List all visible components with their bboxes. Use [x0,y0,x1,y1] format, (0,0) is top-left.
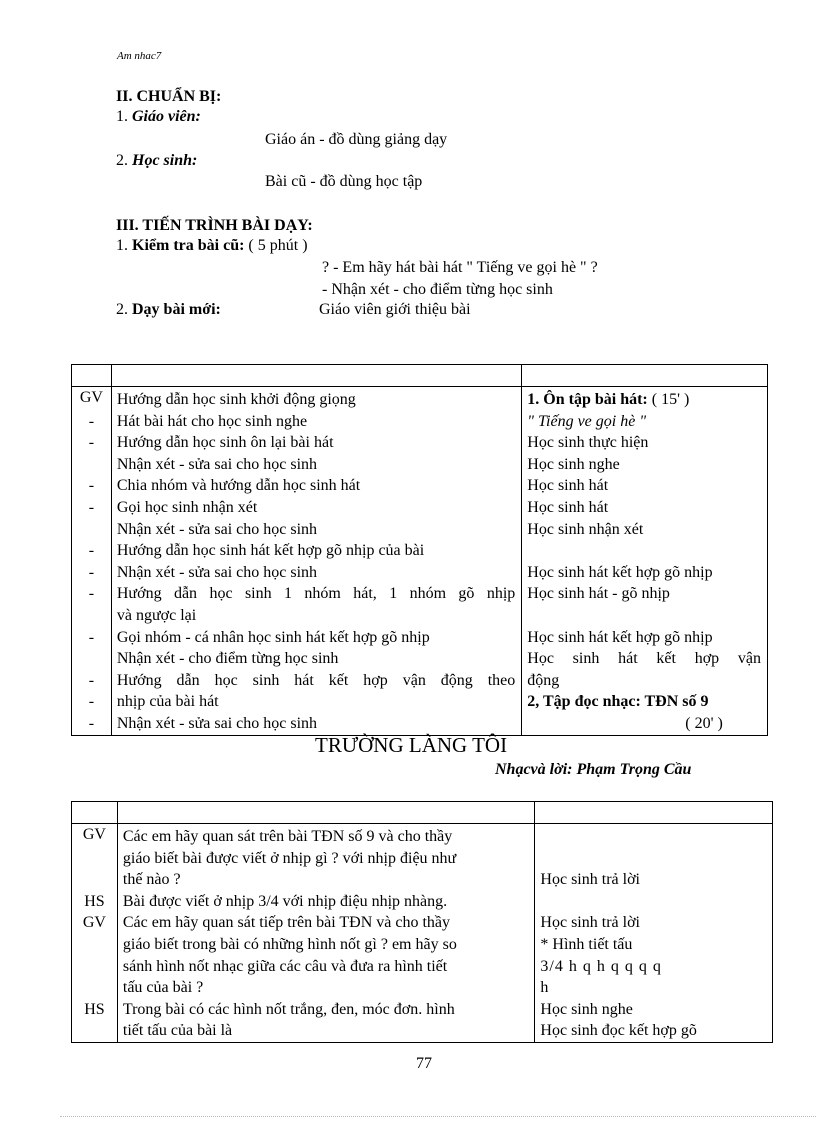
speaker-cell [72,454,112,476]
teacher-activity-cell-text: Các em hãy quan sát trên bài TĐN số 9 và cho thầy [122,828,453,845]
table-header-row [72,802,773,824]
teacher-activity-cell [117,848,535,870]
teacher-activity-cell [111,627,521,649]
teacher-activity-cell-text: Nhận xét - cho điểm từng học sinh [116,650,339,668]
student-activity-cell [522,627,768,649]
teacher-activity-cell [111,519,521,541]
speaker-cell [72,848,118,870]
student-activity-cell-text [527,391,689,408]
new-lesson-number: 2. [116,301,128,318]
speaker-cell [72,824,118,848]
speaker-cell [72,387,112,411]
student-materials: Bài cũ - đồ dùng học tập [265,173,423,190]
speaker-cell-text: - [88,585,95,603]
teacher-activity-cell-text: và ngược lại [116,606,197,624]
teacher-activity-cell [111,411,521,433]
teacher-activity-cell-text: Hướng dẫn học sinh hát kết hợp vận động theo [116,671,516,689]
table-row [72,497,768,519]
table-row [72,912,773,934]
speaker-cell-text: - [88,714,95,732]
teacher-activity-cell-text: Gọi học sinh nhận xét [116,498,258,516]
table-row [72,934,773,956]
student-activity-cell-text: Học sinh hát [527,477,609,495]
student-activity-cell-text: động [527,671,560,689]
teacher-activity-cell [117,999,535,1021]
student-activity-cell [535,824,773,848]
student-activity-cell [535,934,773,956]
table-row [72,691,768,713]
table-row [72,956,773,978]
teacher-activity-cell [117,1020,535,1042]
teacher-number: 1. [116,108,128,125]
teacher-activity-cell-text: Nhận xét - sửa sai cho học sinh [116,714,318,732]
speaker-cell-text: HS [84,1000,105,1018]
student-activity-cell [535,999,773,1021]
speaker-cell [72,583,112,605]
teacher-materials: Giáo án - đồ dùng giảng dạy [265,131,448,148]
table-row [72,540,768,562]
student-activity-cell [535,869,773,891]
table-row [72,869,773,891]
student-activity-cell-text: 2, Tập đọc nhạc: TĐN số 9 [527,693,709,711]
table-row [72,977,773,999]
teacher-activity-cell [111,540,521,562]
check-question: ? - Em hãy hát bài hát " Tiếng ve gọi hè " ? [322,259,598,276]
student-activity-cell [522,605,768,627]
table-row [72,648,768,670]
teacher-activity-cell [117,891,535,913]
student-activity-cell [522,475,768,497]
teacher-activity-cell [117,912,535,934]
table-row [72,824,773,848]
teacher-activity-cell-text: tiết tấu của bài là [122,1022,233,1040]
student-activity-cell [535,977,773,999]
song-title: TRƯỜNG LÀNG TÔI [315,733,508,757]
teacher-activity-cell [111,454,521,476]
student-activity-cell-text: 3/4 h q h q q q q [540,957,662,975]
teacher-activity-cell-text: Nhận xét - sửa sai cho học sinh [116,455,318,473]
speaker-cell-text: - [88,477,95,495]
teacher-activity-cell-text: Nhận xét - sửa sai cho học sinh [116,520,318,538]
student-activity-cell [522,497,768,519]
section-heading-process: III. TIẾN TRÌNH BÀI DẠY: [116,217,313,234]
speaker-cell [72,562,112,584]
teacher-activity-cell [117,824,535,848]
student-activity-cell [522,648,768,670]
teacher-activity-cell-text: Gọi nhóm - cá nhân học sinh hát kết hợp gõ nhịp [116,628,430,646]
table-row [72,1020,773,1042]
teacher-activity-cell-text: Hướng dẫn học sinh 1 nhóm hát, 1 nhóm gõ nhịp [116,585,516,603]
speaker-cell-text: - [88,628,95,646]
student-activity-cell-text: Học sinh hát kết hợp vận [527,650,761,668]
student-activity-cell [535,956,773,978]
check-time: ( 5 phút ) [244,237,308,254]
student-activity-cell-text: Học sinh nhận xét [527,520,644,538]
speaker-cell-text: - [88,693,95,711]
student-activity-cell [522,562,768,584]
student-activity-cell [522,583,768,605]
teacher-activity-cell [111,387,521,411]
table-row [72,999,773,1021]
speaker-cell [72,934,118,956]
part-time: ( 15' ) [647,391,690,408]
speaker-cell [72,891,118,913]
part-title: 1. Ôn tập bài hát: [527,391,648,408]
student-activity-cell [522,387,768,411]
table-row [72,583,768,605]
teacher-activity-cell-text: Hướng dẫn học sinh ôn lại bài hát [116,434,334,452]
new-lesson-text: Giáo viên giới thiệu bài [319,301,471,318]
speaker-cell-text: - [88,498,95,516]
teacher-activity-cell [111,583,521,605]
check-number: 1. [116,237,128,254]
teacher-activity-cell [111,497,521,519]
student-activity-cell [535,1020,773,1042]
table-row [72,519,768,541]
student-activity-cell [522,691,768,713]
student-activity-cell [535,912,773,934]
new-lesson-label: Dạy bài mới: [132,301,221,318]
student-activity-cell [522,411,768,433]
student-activity-cell-text: ( 20' ) [685,714,723,732]
student-activity-cell [522,713,768,735]
speaker-cell [72,411,112,433]
teacher-activity-cell [111,475,521,497]
teacher-activity-cell [117,869,535,891]
speaker-cell [72,670,112,692]
student-activity-cell-text: Học sinh nghe [540,1000,633,1018]
teacher-activity-cell-text: Trong bài có các hình nốt trắng, đen, móc đơn. hình [122,1000,455,1018]
speaker-cell [72,519,112,541]
page-number: 77 [416,1055,432,1072]
table-row [72,387,768,411]
speaker-cell [72,648,112,670]
song-credit: Nhạcvà lời: Phạm Trọng Cầu [495,761,692,778]
table-row [72,475,768,497]
speaker-cell [72,713,112,735]
teacher-activity-cell-text: giáo biết trong bài có những hình nốt gì ? em hãy so [122,935,457,953]
teacher-activity-cell-text: Hướng dẫn học sinh hát kết hợp gõ nhịp của bài [116,542,425,560]
student-activity-cell [535,891,773,913]
student-activity-cell [522,540,768,562]
student-activity-cell [522,519,768,541]
student-activity-cell-text: Học sinh hát kết hợp gõ nhịp [527,628,713,646]
teacher-activity-cell [111,432,521,454]
student-activity-cell-text: Học sinh hát [527,498,609,516]
teacher-line [116,108,201,126]
teacher-activity-cell-text: tấu của bài ? [122,979,204,997]
teacher-activity-cell-text: Nhận xét - sửa sai cho học sinh [116,563,318,581]
speaker-cell [72,605,112,627]
teacher-activity-cell-text: thế nào ? [122,871,181,889]
speaker-cell [72,691,112,713]
teacher-activity-cell-text: nhịp của bài hát [116,693,219,711]
speaker-cell [72,1020,118,1042]
student-activity-cell-text: Học sinh trả lời [540,871,640,889]
student-number: 2. [116,152,128,169]
student-activity-cell-text: h [540,979,549,997]
table-row [72,605,768,627]
speaker-cell [72,956,118,978]
speaker-cell [72,627,112,649]
check-old-lesson-line [116,237,308,255]
teacher-activity-cell [111,605,521,627]
student-line [116,152,197,170]
student-activity-cell-text: Học sinh đọc kết hợp gõ [540,1022,697,1040]
speaker-cell [72,475,112,497]
student-activity-cell-text: Học sinh nghe [527,455,620,473]
teacher-activity-cell-text: sánh hình nốt nhạc giữa các câu và đưa ra hình tiết [122,957,448,975]
speaker-cell [72,977,118,999]
speaker-cell-text: GV [82,826,106,843]
teacher-activity-cell [111,691,521,713]
speaker-cell-text: - [88,434,95,452]
teacher-activity-cell [111,713,521,735]
speaker-cell [72,540,112,562]
table-row [72,411,768,433]
student-activity-cell [522,454,768,476]
speaker-cell-text: - [88,563,95,581]
activity-table-2 [71,801,773,1043]
speaker-cell [72,912,118,934]
speaker-cell-text: - [88,671,95,689]
table-header-row [72,365,768,387]
table-row [72,454,768,476]
teacher-activity-cell-text: Hát bài hát cho học sinh nghe [116,412,308,430]
check-comment: - Nhận xét - cho điểm từng học sinh [322,281,553,298]
teacher-label: Giáo viên: [132,108,201,125]
section-heading-preparation: II. CHUẨN BỊ: [116,88,222,105]
teacher-activity-cell-text: giáo biết bài được viết ở nhịp gì ? với nhịp điệu như [122,849,457,867]
speaker-cell-text: - [88,412,95,430]
teacher-activity-cell [111,648,521,670]
student-activity-cell [535,848,773,870]
speaker-cell-text: - [88,542,95,560]
table-row [72,670,768,692]
table-row [72,562,768,584]
table-row [72,432,768,454]
teacher-activity-cell [117,956,535,978]
teacher-activity-cell [111,670,521,692]
speaker-cell [72,497,112,519]
teacher-activity-cell [111,562,521,584]
new-lesson-line [116,301,221,319]
teacher-activity-cell-text: Bài được viết ở nhịp 3/4 với nhịp điệu nhịp nhàng. [122,892,448,910]
student-label: Học sinh: [132,152,198,169]
speaker-cell [72,869,118,891]
check-label: Kiểm tra bài cũ: [132,237,245,254]
student-activity-cell-text: " Tiếng ve gọi hè " [527,412,647,430]
teacher-activity-cell [117,934,535,956]
student-activity-cell-text: Học sinh hát kết hợp gõ nhịp [527,563,713,581]
student-activity-cell-text: Học sinh hát - gõ nhịp [527,585,670,603]
table-row [72,848,773,870]
speaker-cell-text: GV [82,914,106,932]
student-activity-cell [522,432,768,454]
student-activity-cell [522,670,768,692]
teacher-activity-cell [117,977,535,999]
teacher-activity-cell-text: Các em hãy quan sát tiếp trên bài TĐN và cho thầy [122,914,451,932]
speaker-cell-text: HS [84,892,105,910]
teacher-activity-cell-text: Chia nhóm và hướng dẫn học sinh hát [116,477,361,495]
activity-table-1 [71,364,768,736]
speaker-cell-text: GV [79,389,103,406]
speaker-cell [72,432,112,454]
speaker-cell [72,999,118,1021]
teacher-activity-cell-text: Hướng dẫn học sinh khởi động giọng [116,391,356,408]
running-header: Am nhac7 [117,50,162,62]
student-activity-cell-text: Học sinh thực hiện [527,434,649,452]
student-activity-cell-text: * Hình tiết tấu [540,935,633,953]
student-activity-cell-text: Học sinh trả lời [540,914,640,932]
page-edge-divider [60,1116,816,1117]
table-row [72,891,773,913]
table-row [72,627,768,649]
table-row [72,713,768,735]
